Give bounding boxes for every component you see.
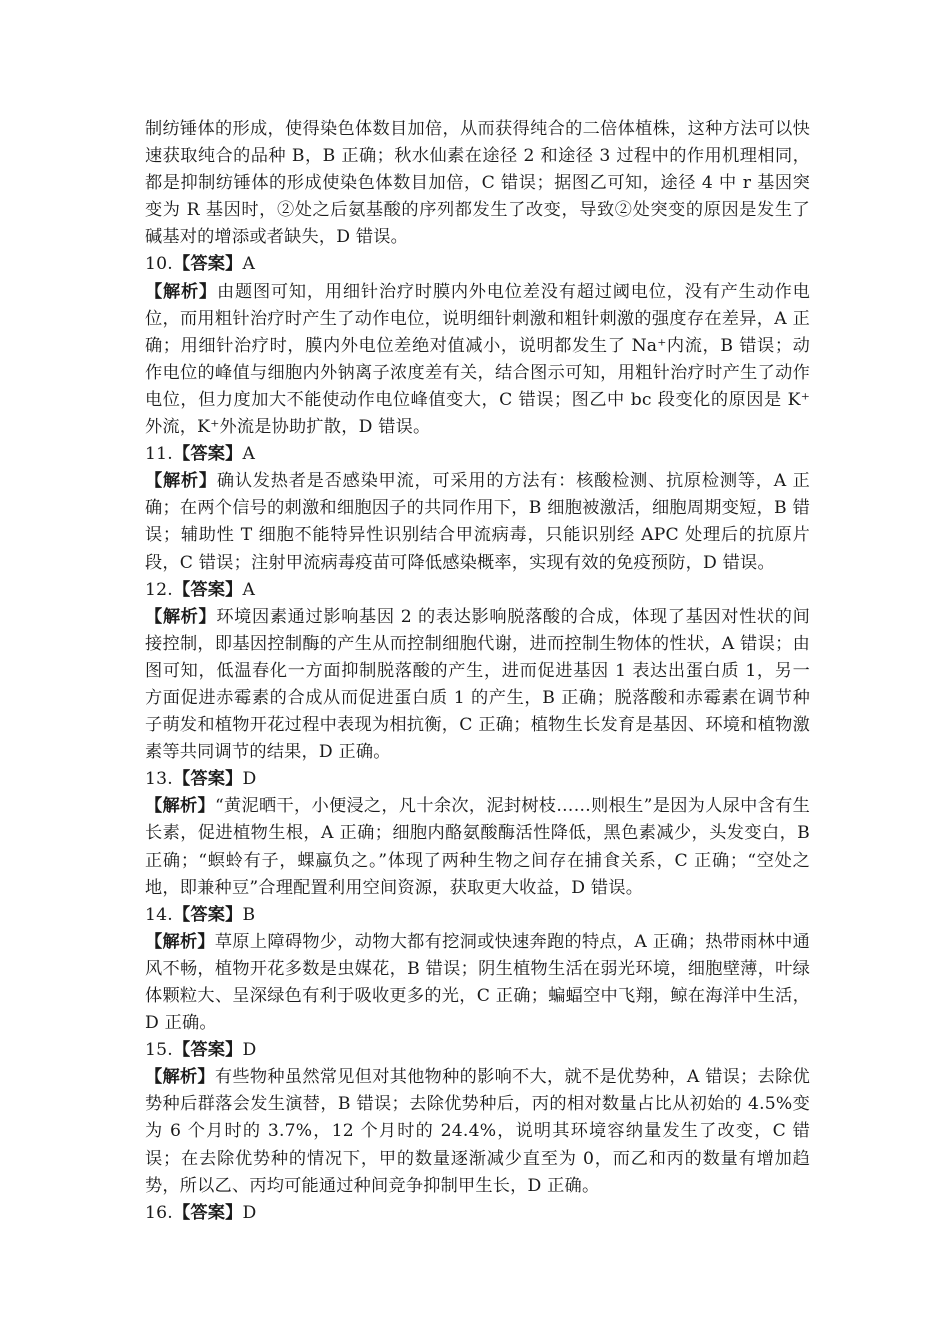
document-page — [145, 116, 810, 1227]
question-number: 15. — [145, 1040, 173, 1061]
paragraph-continued: 制纺锤体的形成，使得染色体数目加倍，从而获得纯合的二倍体植株，这种方法可以快速获取纯合的品种 B，B 正确；秋水仙素在途径 2 和途径 3 过程中的作用机理相同，都是抑制纺锤体的形成使染色体数目加倍，C 错误；据图乙可知，途径 4 中 r 基因突变为 R 基因时，②处之后氨基酸的序列都发生了改变，导致②处突变的原因是发生了碱基对的增添或者缺失，D 错误。 — [145, 119, 810, 248]
answer-value: A — [242, 579, 256, 600]
analysis-text: 有些物种虽然常见但对其他物种的影响不大，就不是优势种，A 错误；去除优势种后群落会发生演替，B 错误；去除优势种后，丙的相对数量占比从初始的 4.5%变为 6 个月时的 3.7%，12 个月时的 24.4%，说明其环境容纳量发生了改变，C 错误；在去除优势种的情况下，甲的数量逐渐减少直至为 0，而乙和丙的数量有增加趋势，所以乙、丙均可能通过种间竞争抑制甲生长，D 正确。 — [145, 1067, 810, 1196]
analysis-13 — [145, 793, 810, 901]
analysis-12 — [145, 604, 810, 767]
answer-tag: 【答案】 — [172, 1202, 243, 1223]
answer-10 — [145, 251, 810, 278]
answer-11 — [145, 441, 810, 468]
analysis-tag: 【解析】 — [145, 471, 217, 492]
question-number: 13. — [145, 769, 173, 790]
answer-15 — [145, 1037, 810, 1064]
answer-tag: 【答案】 — [172, 904, 243, 925]
answer-14 — [145, 902, 810, 929]
question-number: 11. — [145, 444, 173, 465]
answer-tag: 【答案】 — [172, 769, 243, 790]
answer-13 — [145, 766, 810, 793]
answer-tag: 【答案】 — [172, 254, 243, 275]
answer-value: A — [242, 444, 256, 465]
analysis-14 — [145, 929, 810, 1037]
analysis-tag: 【解析】 — [145, 1067, 215, 1088]
answer-16 — [145, 1200, 810, 1227]
analysis-tag: 【解析】 — [145, 281, 217, 302]
answer-tag: 【答案】 — [172, 1040, 243, 1061]
analysis-text: 环境因素通过影响基因 2 的表达影响脱落酸的合成，体现了基因对性状的间接控制，即基因控制酶的产生从而控制细胞代谢，进而控制生物体的性状，A 错误；由图可知，低温春化一方面抑制脱落酸的产生，进而促进基因 1 表达出蛋白质 1，另一方面促进赤霉素的合成从而促进蛋白质 1 的产生，B 正确；脱落酸和赤霉素在调节种子萌发和植物开花过程中表现为相抗衡，C 正确；植物生长发育是基因、环境和植物激素等共同调节的结果，D 正确。 — [145, 606, 810, 763]
answer-value: D — [242, 1040, 257, 1061]
analysis-text: 草原上障碍物少，动物大都有挖洞或快速奔跑的特点，A 正确；热带雨林中通风不畅，植物开花多数是虫媒花，B 错误；阴生植物生活在弱光环境，细胞壁薄，叶绿体颗粒大、呈深绿色有利于吸收更多的光，C 正确；蝙蝠空中飞翔，鲸在海洋中生活，D 正确。 — [145, 931, 810, 1034]
answer-value: D — [242, 1202, 257, 1223]
analysis-tag: 【解析】 — [145, 606, 217, 627]
analysis-15 — [145, 1064, 810, 1199]
analysis-tag: 【解析】 — [145, 931, 215, 952]
analysis-10 — [145, 279, 810, 442]
question-number: 14. — [145, 904, 173, 925]
answer-value: B — [242, 904, 256, 925]
answer-tag: 【答案】 — [172, 579, 243, 600]
answer-12 — [145, 577, 810, 604]
analysis-11 — [145, 468, 810, 576]
analysis-text: 确认发热者是否感染甲流，可采用的方法有：核酸检测、抗原检测等，A 正确；在两个信号的刺激和细胞因子的共同作用下，B 细胞被激活，细胞周期变短，B 错误；辅助性 T 细胞不能特异性识别结合甲流病毒，只能识别经 APC 处理后的抗原片段，C 错误；注射甲流病毒疫苗可降低感染概率，实现有效的免疫预防，D 错误。 — [145, 471, 810, 573]
question-number: 12. — [145, 579, 173, 600]
analysis-text: 由题图可知，用细针治疗时膜内外电位差没有超过阈电位，没有产生动作电位，而用粗针治疗时产生了动作电位，说明细针刺激和粗针刺激的强度存在差异，A 正确；用细针治疗时，膜内外电位差绝对值减小，说明都发生了 Na⁺内流，B 错误；动作电位的峰值与细胞内外钠离子浓度差有关，结合图示可知，用粗针治疗时产生了动作电位，但力度加大不能使动作电位峰值变大，C 错误；图乙中 bc 段变化的原因是 K⁺外流，K⁺外流是协助扩散，D 错误。 — [145, 281, 810, 438]
answer-value: A — [242, 254, 256, 275]
analysis-tag: 【解析】 — [145, 796, 215, 817]
analysis-text: “黄泥晒干，小便浸之，凡十余次，泥封树枝……则根生”是因为人尿中含有生长素，促进植物生根，A 正确；细胞内酪氨酸酶活性降低，黑色素减少，头发变白，B 正确；“螟蛉有子，蜾蠃负之。”体现了两种生物之间存在捕食关系，C 正确；“空处之地，即兼种豆”合理配置利用空间资源，获取更大收益，D 错误。 — [145, 796, 810, 898]
question-number: 16. — [145, 1202, 173, 1223]
question-number: 10. — [145, 254, 173, 275]
answer-tag: 【答案】 — [172, 444, 243, 465]
answer-value: D — [242, 769, 257, 790]
